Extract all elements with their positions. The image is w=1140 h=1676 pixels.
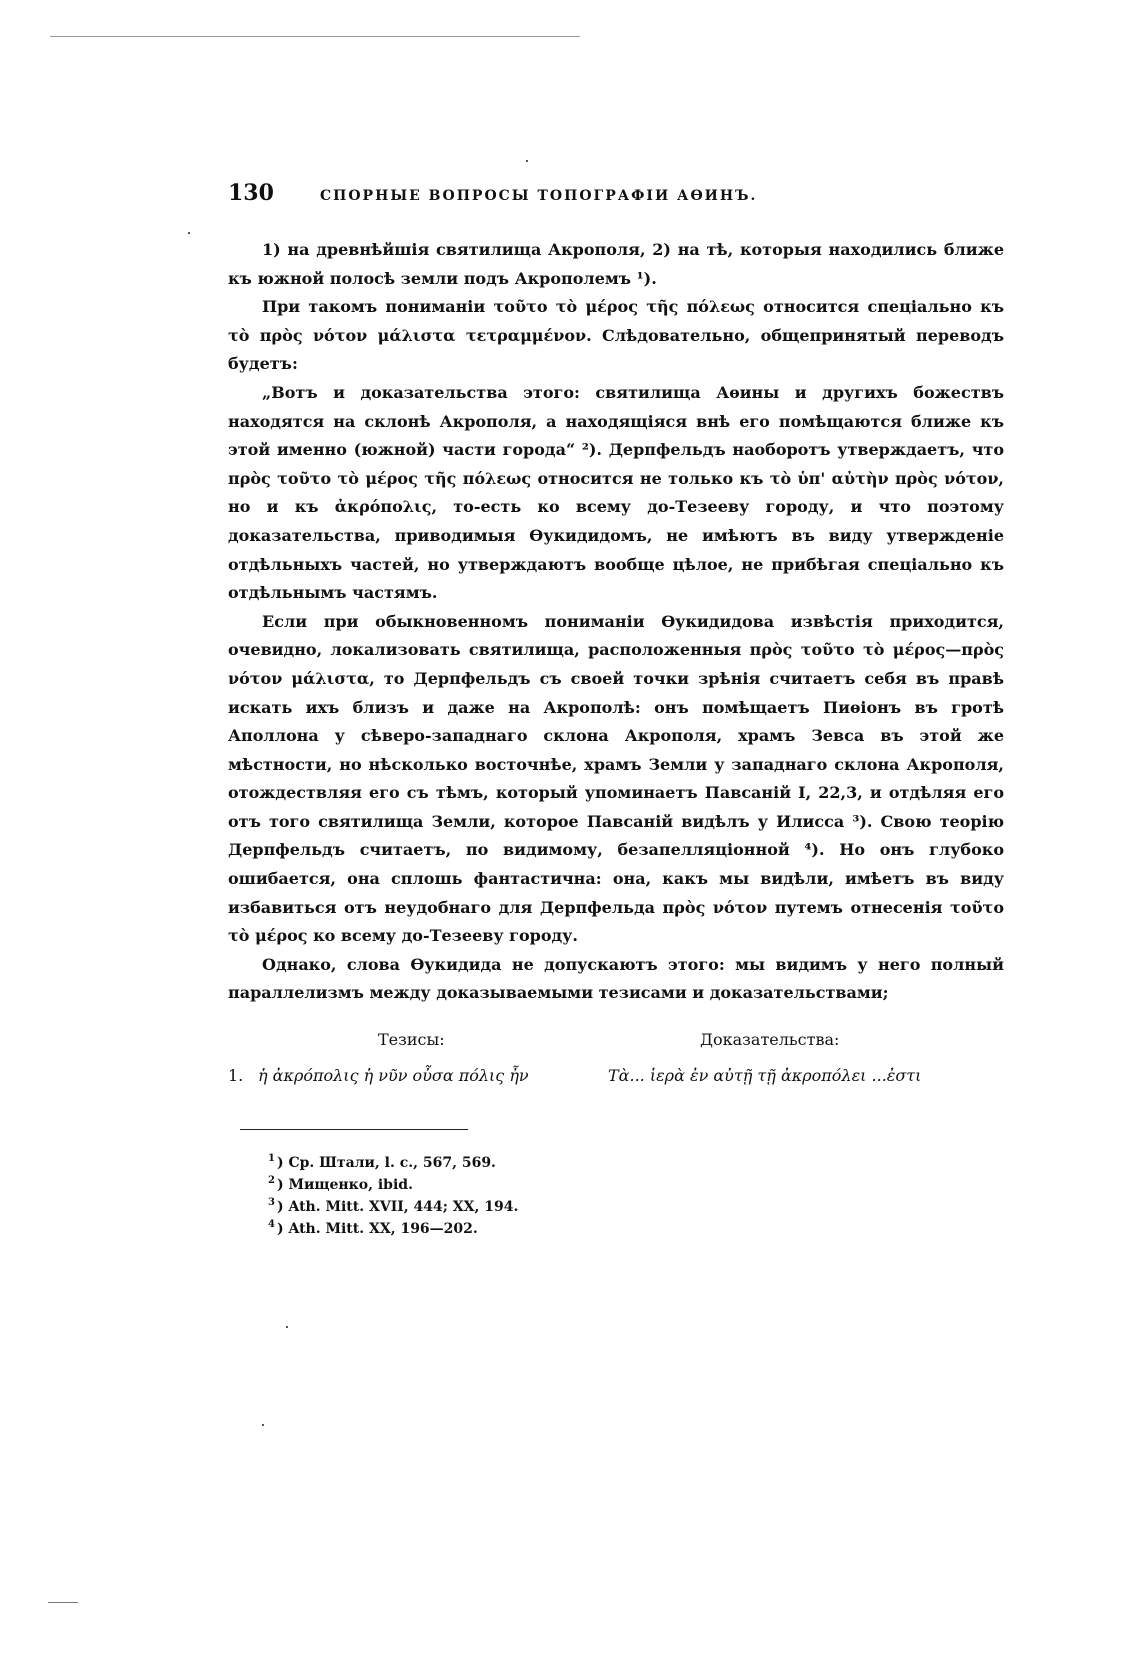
scan-speck bbox=[188, 232, 190, 234]
footnote-text: Ath. Mitt. XVII, 444; XX, 194. bbox=[288, 1199, 519, 1216]
footnote-text: Ср. Штали, l. c., 567, 569. bbox=[288, 1155, 496, 1172]
row-number: 1. bbox=[228, 1066, 244, 1086]
paragraph-1: 1) на древнѣйшія святилища Акрополя, 2) на тѣ, которыя находились ближе къ южной полосѣ земли подъ Акрополемъ ¹). bbox=[228, 240, 1004, 288]
footnote-item: $^2$ ) Мищенко, ibid. bbox=[268, 1175, 413, 1194]
footnote-text: Мищенко, ibid. bbox=[288, 1177, 413, 1194]
footnote-item: $^1$ ) Ср. Штали, l. c., 567, 569. bbox=[268, 1153, 496, 1172]
footnote-rule bbox=[240, 1129, 468, 1130]
top-scan-rule bbox=[50, 36, 580, 37]
footnote-number: 2 bbox=[268, 1175, 275, 1187]
comparison-header bbox=[228, 1030, 1004, 1049]
paragraph-3: „Вотъ и доказательства этого: святилища Аѳины и другихъ божествъ находятся на склонѣ Акрополя, а находящіяся внѣ его помѣщаются ближе къ этой именно (южной) части города“ ²). Дерпфельдъ наоборотъ утверждаетъ, что πρὸς τοῦτο τὸ μέρος τῆς πόλεως относится не только къ τὸ ὑπ' αὐτὴν πρὸς νότον, но и къ ἀκρόπολις, то-есть ко всему до-Тезееву городу, и что поэтому доказательства, приводимыя Ѳукидидомъ, не имѣютъ въ виду утвержденіе отдѣльныхъ частей, но утверждаютъ вообще цѣлое, не прибѣгая спеціально къ отдѣльнымъ частямъ. bbox=[228, 382, 1004, 603]
theses-header: Тезисы: bbox=[378, 1030, 445, 1050]
footnote-number: 3 bbox=[268, 1197, 275, 1209]
proofs-header: Доказательства: bbox=[700, 1030, 840, 1050]
footnotes bbox=[228, 1152, 1004, 1240]
body-text bbox=[228, 236, 1004, 1008]
scan-speck bbox=[286, 1326, 288, 1328]
bottom-scan-mark bbox=[48, 1602, 78, 1603]
comparison-row bbox=[228, 1063, 1004, 1089]
footnote-item: $^4$ ) Ath. Mitt. XX, 196—202. bbox=[268, 1219, 478, 1238]
scan-speck bbox=[526, 160, 528, 162]
paragraph-2: При такомъ пониманіи τοῦτο τὸ μέρος τῆς πόλεως относится спеціально къ τὸ πρὸς νότον μάλιστα τετραμμένον. Слѣдовательно, общепринятый переводъ будетъ: bbox=[228, 297, 1004, 374]
footnote-item: $^3$ ) Ath. Mitt. XVII, 444; XX, 194. bbox=[268, 1197, 519, 1216]
thesis-text: ἡ ἀκρόπολις ἡ νῦν οὖσα πόλις ἦν bbox=[258, 1066, 529, 1086]
running-title: СПОРНЫЕ ВОПРОСЫ ТОПОГРАФІИ АѲИНЪ. bbox=[320, 188, 758, 204]
footnote-number: 1 bbox=[268, 1153, 275, 1165]
page-content bbox=[228, 180, 1004, 1240]
footnote-number: 4 bbox=[268, 1219, 275, 1231]
paragraph-5: Однако, слова Ѳукидида не допускаютъ этого: мы видимъ у него полный параллелизмъ между доказываемыми тезисами и доказательствами; bbox=[228, 954, 1004, 1003]
proof-text: Τὰ... ἱερὰ ἐν αὐτῇ τῇ ἀκροπόλει ...ἐστι bbox=[608, 1066, 922, 1086]
scan-speck bbox=[262, 1424, 264, 1426]
running-head bbox=[228, 180, 1004, 214]
paragraph-4: Если при обыкновенномъ пониманіи Ѳукидидова извѣстія приходится, очевидно, локализовать святилища, расположенныя πρὸς τοῦτο τὸ μέρος—πρὸς νότον μάλιστα, то Дерпфельдъ съ своей точки зрѣнія считаетъ себя въ правѣ искать ихъ близъ и даже на Акрополѣ: онъ помѣщаетъ Пиѳіонъ въ гротѣ Аполлона у сѣверо-западнаго склона Акрополя, храмъ Зевса въ этой же мѣстности, но нѣсколько восточнѣе, храмъ Земли у западнаго склона Акрополя, отождествляя его съ тѣмъ, который упоминаетъ Павсаній I, 22,3, и отдѣляя его отъ того святилища Земли, которое Павсаній видѣлъ у Илисса ³). Свою теорію Дерпфельдъ считаетъ, по видимому, безапелляціонной ⁴). Но онъ глубоко ошибается, она сплошь фантастична: она, какъ мы видѣли, имѣетъ въ виду избавиться отъ неудобнаго для Дерпфельда πρὸς νότον путемъ отнесенія τοῦτο τὸ μέρος ко всему до-Тезееву городу. bbox=[228, 611, 1004, 946]
page-number: 130 bbox=[228, 180, 274, 206]
footnote-text: Ath. Mitt. XX, 196—202. bbox=[288, 1221, 478, 1238]
